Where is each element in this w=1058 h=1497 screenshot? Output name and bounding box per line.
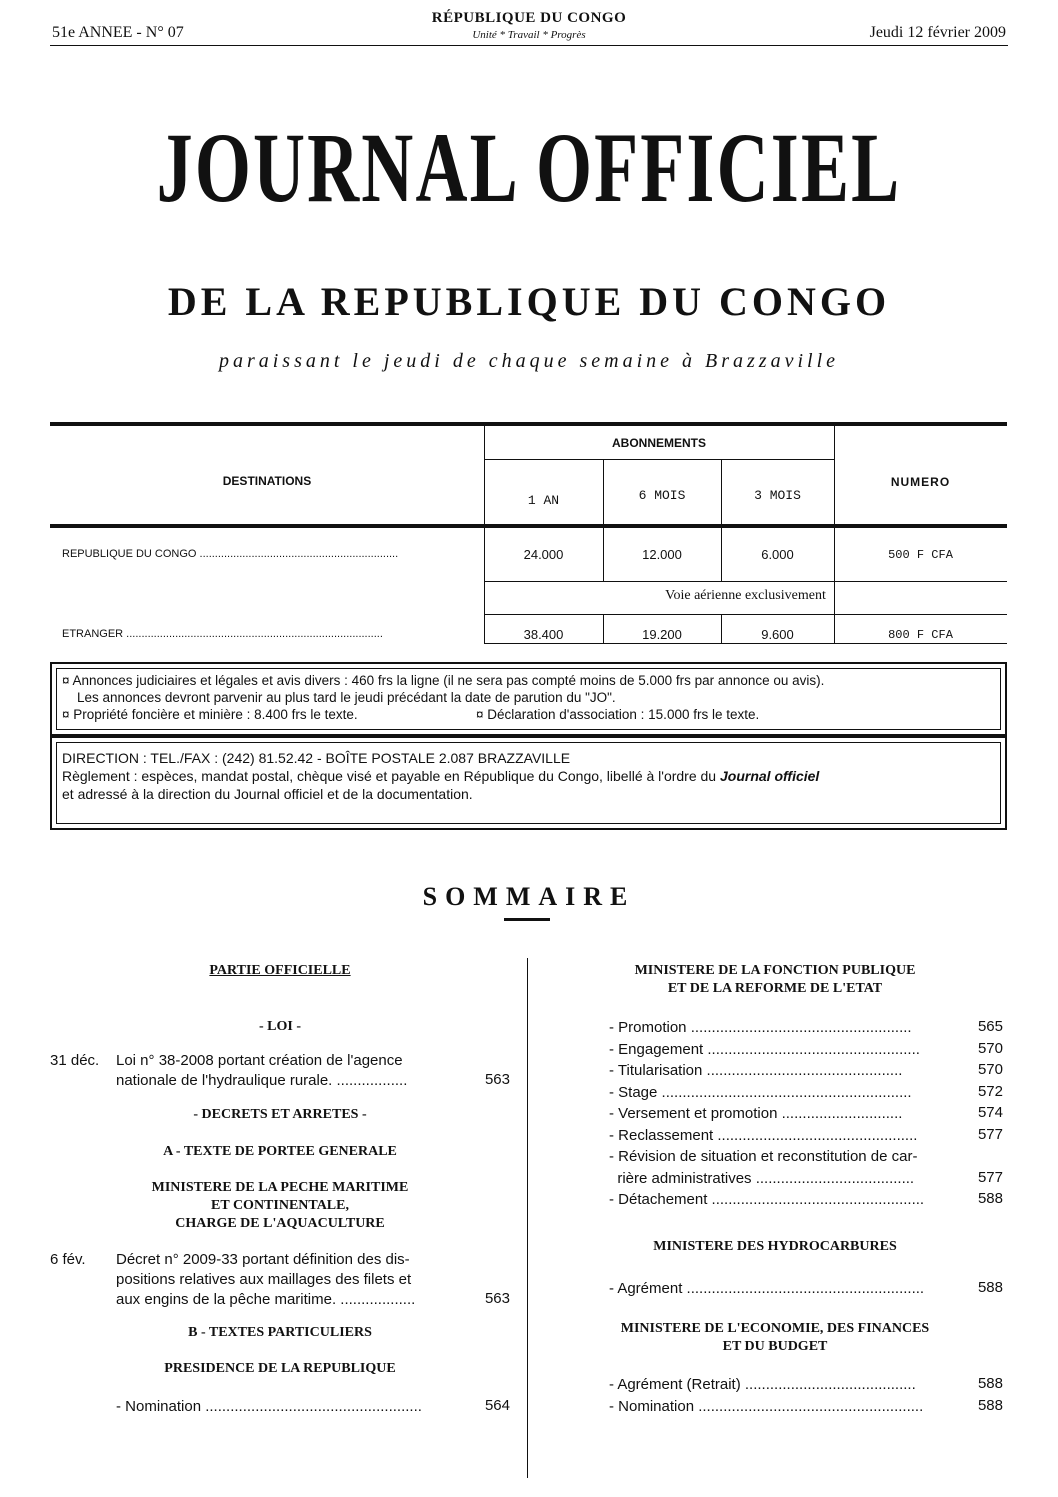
ministere-peche-line2: ET CONTINENTALE,	[211, 1198, 349, 1213]
journal-subtitle: DE LA REPUBLIQUE DU CONGO	[167, 279, 891, 324]
annonces-line-3a: ¤ Propriété foncière et minière : 8.400 frs le texte.	[62, 707, 358, 722]
direction-box	[50, 736, 1007, 830]
annonces-line-2: Les annonces devront parvenir au plus tard le jeudi précédant la date de parution du "JO".	[77, 690, 616, 705]
table-bottom-rule	[484, 643, 1007, 644]
eco-agrement-retrait-entry: - Agrément (Retrait) .........................................	[609, 1376, 916, 1393]
decret-date: 6 fév.	[50, 1251, 86, 1268]
national-motto: Unité * Travail * Progrès	[472, 29, 586, 41]
journal-tagline: paraissant le jeudi de chaque semaine à Brazzaville	[218, 350, 840, 372]
col-rule-1	[484, 426, 485, 644]
price-etranger-3mois: 9.600	[761, 627, 794, 642]
direction-address: et adressé à la direction du Journal officiel et de la documentation.	[62, 786, 473, 802]
abonnements-header: ABONNEMENTS	[611, 436, 706, 450]
fp-entry: - Engagement ...................................................	[609, 1040, 920, 1058]
nomination-page: 564	[484, 1397, 510, 1414]
decrets-heading: - DECRETS ET ARRETES -	[193, 1107, 367, 1122]
fp-entry: - Reclassement ................................................	[609, 1126, 918, 1144]
row1-rule	[484, 581, 1007, 582]
ministere-fp-line2: ET DE LA REFORME DE L'ETAT	[667, 981, 883, 996]
air-note: Voie aérienne exclusivement	[665, 588, 826, 603]
eco-nomination-entry: - Nomination ......................................................	[609, 1398, 924, 1415]
column-divider	[527, 958, 528, 1478]
loi-heading: - LOI -	[259, 1019, 301, 1034]
sommaire-underline	[504, 918, 550, 921]
hydro-agrement-page: 588	[977, 1279, 1003, 1296]
ministere-hydro-heading: MINISTERE DES HYDROCARBURES	[653, 1239, 897, 1254]
presidence-heading: PRESIDENCE DE LA REPUBLIQUE	[164, 1361, 396, 1376]
air-rule	[484, 614, 1007, 615]
fp-entry-page: 577	[977, 1125, 1003, 1143]
fp-entry: - Promotion .....................................................	[609, 1019, 912, 1036]
ministere-fp-line1: MINISTERE DE LA FONCTION PUBLIQUE	[634, 963, 916, 978]
destinations-header: DESTINATIONS	[222, 474, 312, 488]
ministere-peche-line1: MINISTERE DE LA PECHE MARITIME	[151, 1180, 409, 1195]
reglement-text: Règlement : espèces, mandat postal, chèque visé et payable en République du Congo, libellé à l'ordre du	[62, 768, 720, 784]
eco-agrement-retrait-page: 588	[977, 1375, 1003, 1392]
journal-title: JOURNAL OFFICIEL	[156, 112, 902, 223]
abonnements-rule	[484, 459, 834, 460]
decret-page: 563	[484, 1290, 510, 1307]
decret-title-line1: Décret n° 2009-33 portant définition des dis-	[116, 1251, 410, 1268]
ministere-eco-line2: ET DU BUDGET	[722, 1339, 828, 1354]
hydro-agrement-entry: - Agrément .........................................................	[609, 1280, 925, 1297]
ministere-peche-line3: CHARGE DE L'AQUACULTURE	[175, 1216, 385, 1231]
period-3mois: 3 MOIS	[754, 488, 801, 503]
fp-entry: - Révision de situation et reconstitution de car-	[609, 1148, 918, 1165]
numero-header: NUMERO	[890, 475, 951, 489]
loi-title-line1: Loi n° 38-2008 portant création de l'agence	[116, 1052, 403, 1069]
table-header-rule	[50, 524, 1007, 528]
fp-entry-page: 570	[977, 1061, 1003, 1078]
fp-entry-page: 565	[977, 1018, 1003, 1035]
loi-page: 563	[484, 1071, 510, 1088]
price-congo-1an: 24.000	[523, 547, 564, 562]
textes-particuliers-heading: B - TEXTES PARTICULIERS	[188, 1325, 372, 1340]
nomination-entry: - Nomination ....................................................	[116, 1398, 422, 1415]
fp-entry-page: 572	[977, 1082, 1003, 1100]
subscription-table	[50, 422, 1007, 644]
annonces-line-1: ¤ Annonces judiciaires et légales et avis divers : 460 frs la ligne (il ne sera pas compté moins de 5.000 frs par annonce ou avis).	[62, 673, 825, 688]
numero-congo: 500 F CFA	[888, 548, 953, 562]
journal-officiel-name: Journal officiel	[720, 768, 820, 784]
sommaire-title: SOMMAIRE	[422, 882, 636, 911]
issue-date: Jeudi 12 février 2009	[869, 24, 1006, 41]
fp-entry-page: 570	[977, 1039, 1003, 1057]
price-congo-3mois: 6.000	[761, 547, 794, 562]
price-etranger-1an: 38.400	[523, 627, 564, 642]
fp-entry: - Détachement ...................................................	[609, 1191, 925, 1208]
decret-title-line3: aux engins de la pêche maritime. ..................	[116, 1291, 416, 1308]
price-etranger-6mois: 19.200	[642, 627, 682, 642]
price-congo-6mois: 12.000	[642, 547, 682, 562]
period-1an: 1 AN	[527, 493, 560, 508]
fp-entry: rière administratives ......................................	[609, 1169, 915, 1187]
fp-entry-page: 574	[977, 1104, 1003, 1121]
fp-entry-page: 588	[977, 1190, 1003, 1207]
fp-entry-page: 577	[977, 1168, 1003, 1186]
issue-number: 51e ANNEE - N° 07	[52, 24, 184, 41]
annonces-line-3b: ¤ Déclaration d'association : 15.000 frs le texte.	[476, 707, 760, 722]
fp-entry: - Stage ............................................................	[609, 1083, 912, 1101]
ministere-eco-line1: MINISTERE DE L'ECONOMIE, DES FINANCES	[620, 1321, 930, 1336]
fp-entry: - Titularisation ...............................................	[609, 1062, 903, 1079]
destination-congo: REPUBLIQUE DU CONGO .................................................................	[62, 548, 399, 560]
destination-etranger: ETRANGER ....................................................................................	[62, 628, 383, 640]
annonces-box	[50, 662, 1007, 736]
table-top-rule	[50, 422, 1007, 426]
texte-portee-heading: A - TEXTE DE PORTEE GENERALE	[163, 1144, 397, 1159]
direction-reglement	[62, 768, 995, 785]
partie-officielle-heading: PARTIE OFFICIELLE	[209, 963, 351, 978]
republic-name: RÉPUBLIQUE DU CONGO	[431, 10, 627, 26]
col-rule-numero	[834, 426, 835, 644]
fp-entry: - Versement et promotion .............................	[609, 1105, 903, 1122]
loi-date: 31 déc.	[50, 1052, 100, 1069]
header-divider	[50, 45, 1008, 46]
numero-etranger: 800 F CFA	[888, 628, 953, 642]
period-6mois: 6 MOIS	[638, 488, 686, 503]
decret-title-line2: positions relatives aux maillages des filets et	[116, 1271, 412, 1288]
eco-nomination-page: 588	[977, 1397, 1003, 1414]
direction-contact: DIRECTION : TEL./FAX : (242) 81.52.42 - BOÎTE POSTALE 2.087 BRAZZAVILLE	[62, 750, 571, 766]
loi-title-line2: nationale de l'hydraulique rurale. .................	[116, 1072, 408, 1089]
